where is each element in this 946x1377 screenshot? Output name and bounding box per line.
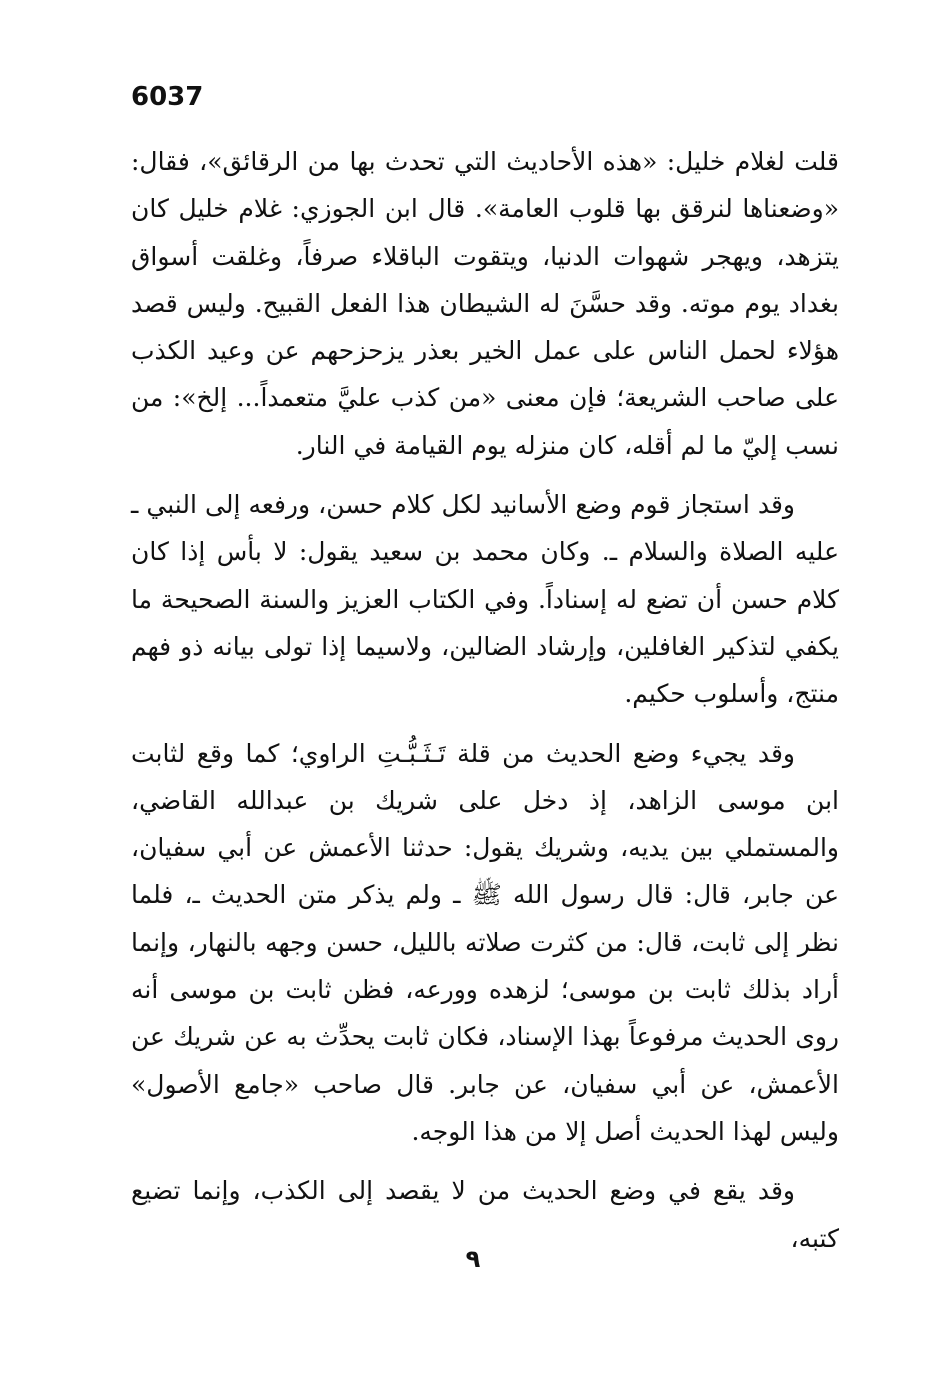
paragraph-1: قلت لغلام خليل: «هذه الأحاديث التي تحدث بها من الرقائق»، فقال: «وضعناها لنرقق بها قلوب العامة». قال ابن الجوزي: غلام خليل كان يتزهد، ويهجر شهوات الدنيا، ويتقوت الباقلاء صرفاً، وغلقت أسواق بغداد يوم موته. وقد حسَّنَ له الشيطان هذا الفعل القبيح. وليس قصد هؤلاء لحمل الناس على عمل الخير بعذر يزحزحهم عن وعيد الكذب على صاحب الشريعة؛ فإن معنى «من كذب عليَّ متعمداً... إلخ»: من نسب إليّ ما لم أقله، كان منزله يوم القيامة في النار. bbox=[131, 147, 839, 460]
paragraph-3: وقد يجيء وضع الحديث من قلة تَـثَـبُّـتِ الراوي؛ كما وقع لثابت ابن موسى الزاهد، إذ دخل على شريك بن عبدالله القاضي، والمستملي بين يديه، وشريك يقول: حدثنا الأعمش عن أبي سفيان، عن جابر، قال: قال رسول الله ﷺ ـ ولم يذكر متن الحديث ـ، فلما نظر إلى ثابت، قال: من كثرت صلاته بالليل، حسن وجهه بالنهار، وإنما أراد بذلك ثابت بن موسى؛ لزهده وورعه، فظن ثابت بن موسى أنه روى الحديث مرفوعاً بهذا الإسناد، فكان ثابت يحدِّث به عن شريك عن الأعمش، عن أبي سفيان، عن جابر. قال صاحب «جامع الأصول» وليس لهذا الحديث أصل إلا من هذا الوجه. bbox=[131, 738, 839, 1146]
header-page-code: 6037 bbox=[131, 82, 204, 112]
page-number: ٩ bbox=[465, 1245, 481, 1273]
paragraph-4: وقد يقع في وضع الحديث من لا يقصد إلى الكذب، وإنما تضيع كتبه، bbox=[131, 1176, 839, 1253]
body-text bbox=[131, 138, 839, 1262]
paragraph-2: وقد استجاز قوم وضع الأسانيد لكل كلام حسن، ورفعه إلى النبي ـ عليه الصلاة والسلام ـ. وكان محمد بن سعيد يقول: لا بأس إذا كان كلام حسن أن تضع له إسناداً. وفي الكتاب العزيز والسنة الصحيحة ما يكفي لتذكير الغافلين، وإرشاد الضالين، ولاسيما إذا تولى بيانه ذو فهم منتج، وأسلوب حكيم. bbox=[131, 490, 839, 709]
